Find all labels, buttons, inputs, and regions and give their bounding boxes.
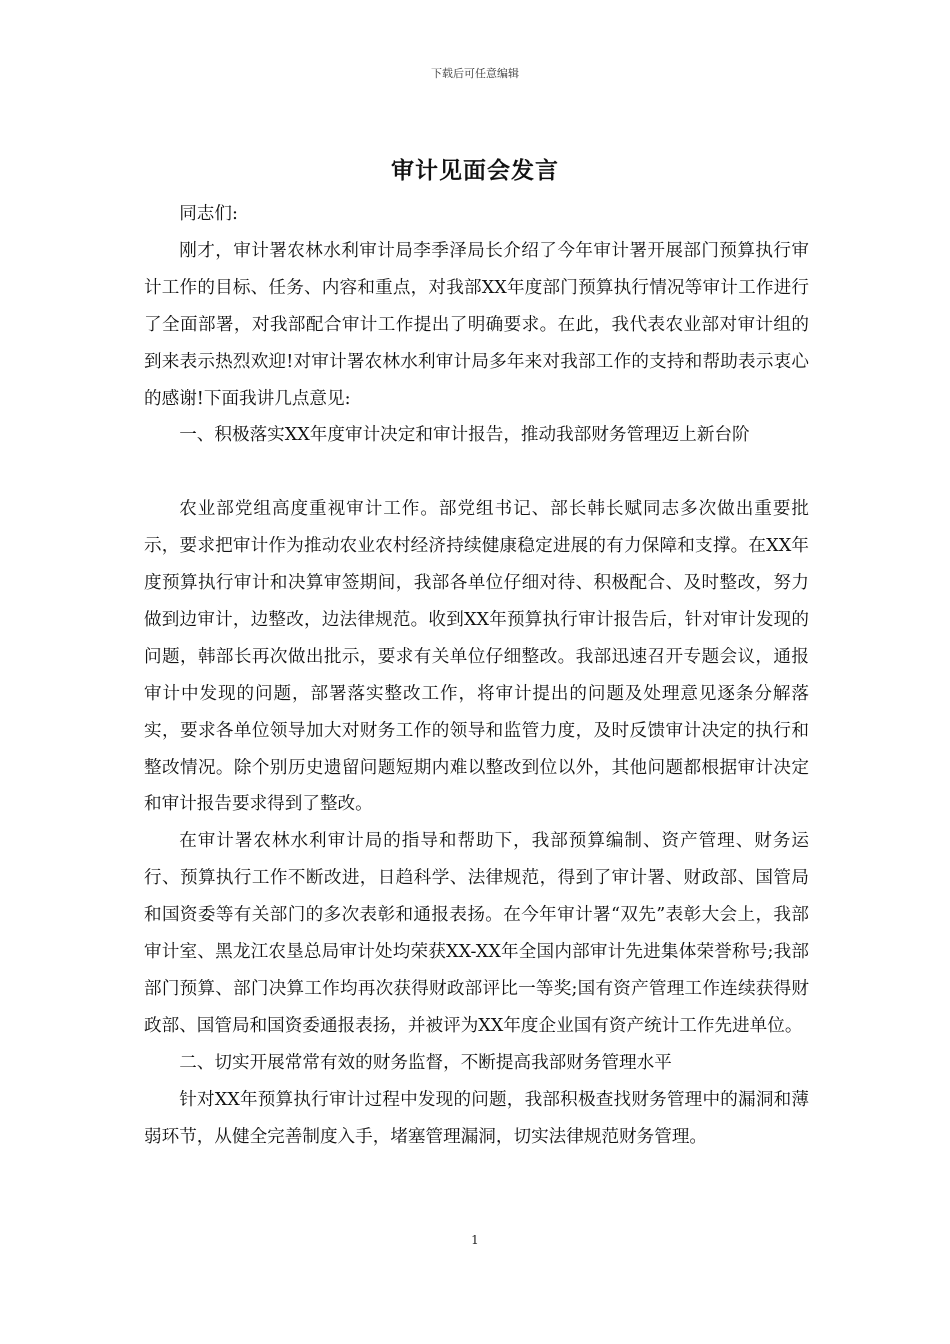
section-heading-1: 一、积极落实XX年度审计决定和审计报告，推动我部财务管理迈上新台阶 [179,425,750,446]
paragraph-spacer [144,454,809,491]
document-body [144,196,809,1156]
salutation-paragraph: 同志们: [179,204,238,224]
page-header-note: 下载后可任意编辑 [431,67,519,80]
body-paragraph: 针对XX年预算执行审计过程中发现的问题，我部积极查找财务管理中的漏洞和薄弱环节，从健全完善制度入手，堵塞管理漏洞，切实法律规范财务管理。 [144,1089,809,1147]
document-title: 审计见面会发言 [391,157,559,184]
body-paragraph: 在审计署农林水利审计局的指导和帮助下，我部预算编制、资产管理、财务运行、预算执行工作不断改进，日趋科学、法律规范，得到了审计署、财政部、国管局和国资委等有关部门的多次表彰和通报表扬。在今年审计署“双先”表彰大会上，我部审计室、黑龙江农垦总局审计处均荣获XX-XX年全国内部审计先进集体荣誉称号;我部部门预算、部门决算工作均再次获得财政部评比一等奖;国有资产管理工作连续获得财政部、国管局和国资委通报表扬，并被评为XX年度企业国有资产统计工作先进单位。 [144,831,809,1036]
section-heading-2: 二、切实开展常常有效的财务监督，不断提高我部财务管理水平 [179,1052,672,1073]
body-paragraph: 农业部党组高度重视审计工作。部党组书记、部长韩长赋同志多次做出重要批示，要求把审计作为推动农业农村经济持续健康稳定进展的有力保障和支撑。在XX年度预算执行审计和决算审签期间，我部各单位仔细对待、积极配合、及时整改，努力做到边审计，边整改，边法律规范。收到XX年预算执行审计报告后，针对审计发现的问题，韩部长再次做出批示，要求有关单位仔细整改。我部迅速召开专题会议，通报审计中发现的问题，部署落实整改工作，将审计提出的问题及处理意见逐条分解落实，要求各单位领导加大对财务工作的领导和监管力度，及时反馈审计决定的执行和整改情况。除个别历史遗留问题短期内难以整改到位以外，其他问题都根据审计决定和审计报告要求得到了整改。 [144,499,809,815]
intro-paragraph: 刚才，审计署农林水利审计局李季泽局长介绍了今年审计署开展部门预算执行审计工作的目标、任务、内容和重点，对我部XX年度部门预算执行情况等审计工作进行了全面部署，对我部配合审计工作提出了明确要求。在此，我代表农业部对审计组的到来表示热烈欢迎!对审计署农林水利审计局多年来对我部工作的支持和帮助表示衷心的感谢!下面我讲几点意见: [144,240,809,409]
page-number: 1 [471,1233,479,1247]
